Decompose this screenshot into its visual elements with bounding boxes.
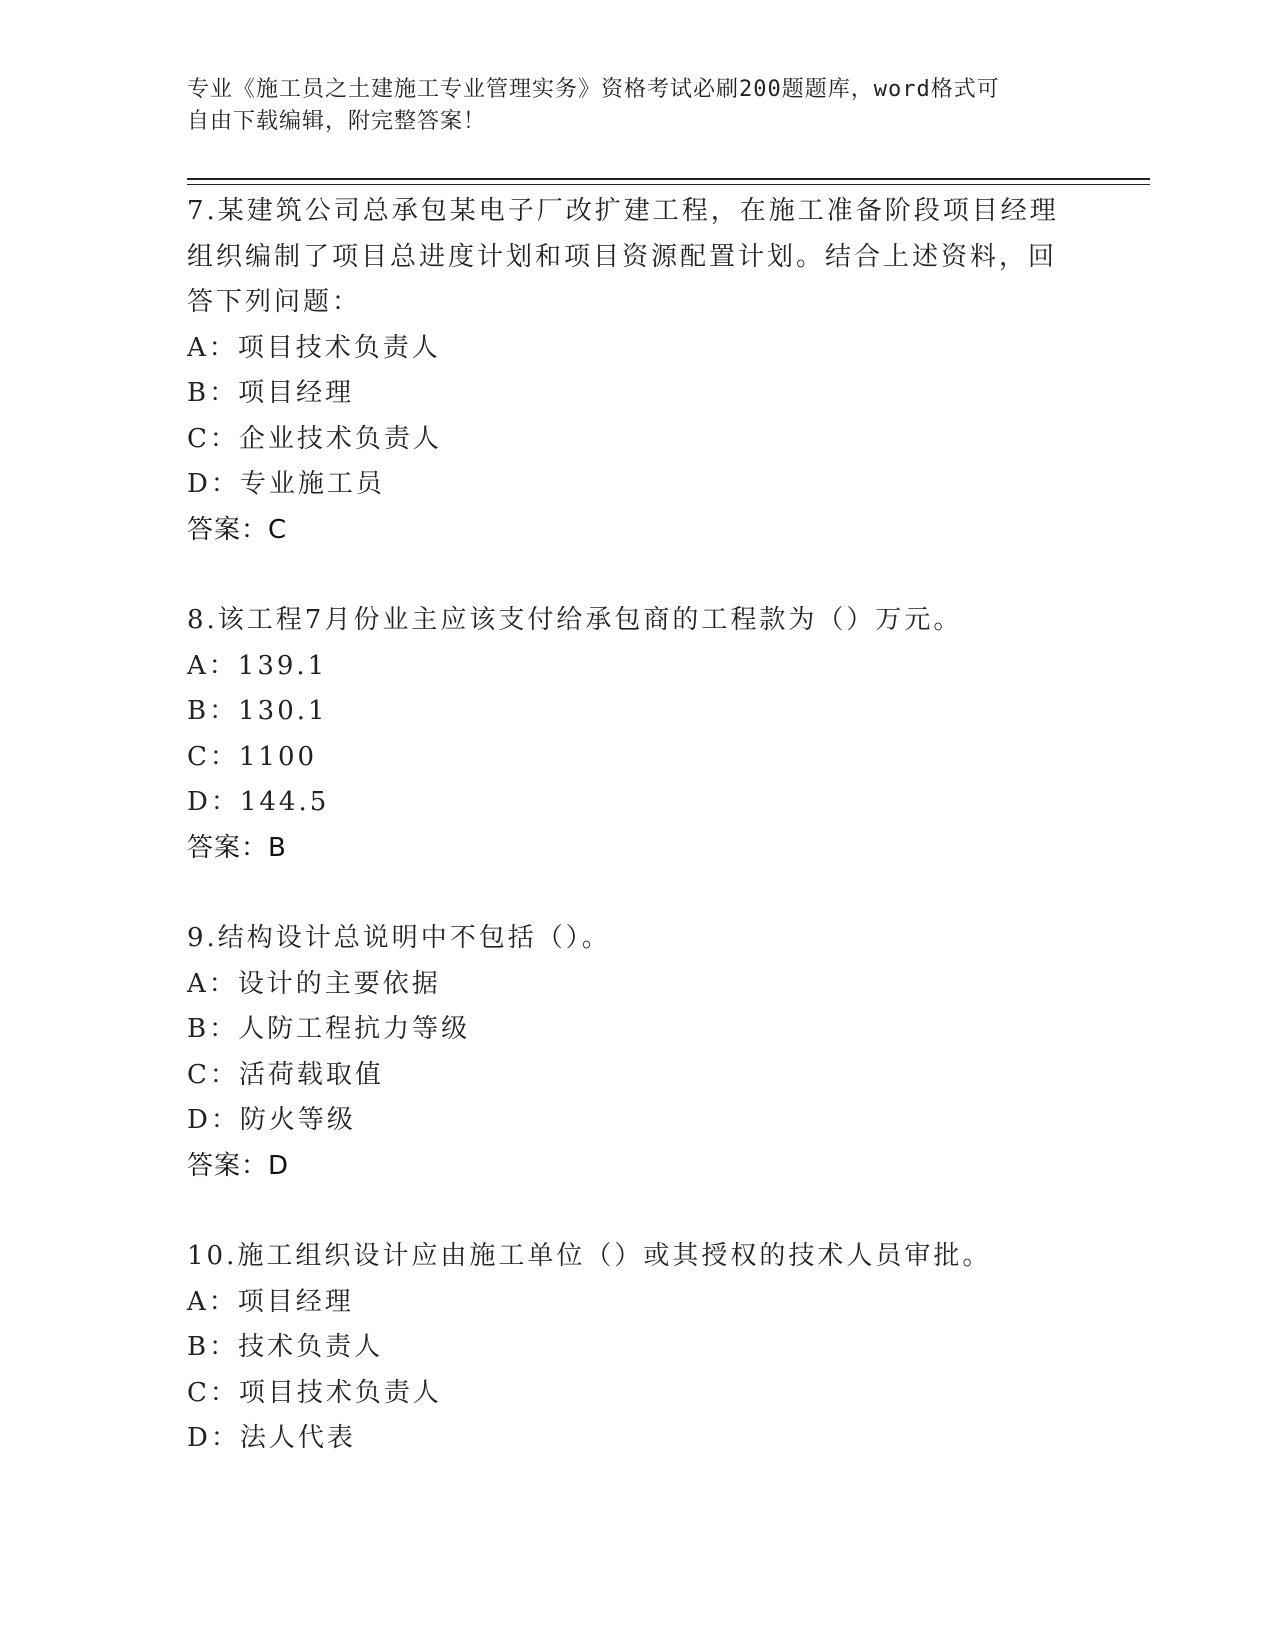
question-10	[187, 1234, 1087, 1462]
question-7	[187, 189, 1087, 553]
option-a: A：项目经理	[187, 1286, 354, 1317]
question-9	[187, 916, 1087, 1189]
option-b: B：人防工程抗力等级	[187, 1014, 471, 1044]
answer-text: 答案：C	[187, 514, 288, 545]
question-stem: 组织编制了项目总进度计划和项目资源配置计划。结合上述资料，回	[187, 241, 1058, 272]
header-divider-thick	[187, 178, 1150, 180]
option-a: A：139.1	[187, 650, 328, 681]
question-list	[187, 189, 1087, 1462]
answer-text: 答案：B	[187, 832, 287, 863]
question-stem: 8.该工程7月份业主应该支付给承包商的工程款为（）万元。	[187, 605, 963, 635]
question-stem: 9.结构设计总说明中不包括（）。	[187, 923, 611, 953]
option-a: A：项目技术负责人	[187, 332, 441, 363]
option-d: D：法人代表	[187, 1423, 356, 1453]
spacer	[187, 553, 1087, 598]
option-d: D：防火等级	[187, 1105, 356, 1135]
option-d: D：144.5	[187, 787, 330, 817]
option-b: B：技术负责人	[187, 1332, 384, 1362]
question-stem: 10.施工组织设计应由施工单位（）或其授权的技术人员审批。	[187, 1241, 992, 1271]
question-stem: 答下列问题：	[187, 287, 362, 317]
option-c: C：项目技术负责人	[187, 1377, 442, 1408]
option-c: C：企业技术负责人	[187, 423, 442, 454]
option-b: B：项目经理	[187, 378, 355, 408]
document-header	[187, 74, 1087, 138]
spacer	[187, 1189, 1087, 1234]
question-stem: 7.某建筑公司总承包某电子厂改扩建工程，在施工准备阶段项目经理	[187, 196, 1059, 226]
option-d: D：专业施工员	[187, 469, 385, 499]
header-divider-thin	[187, 184, 1150, 185]
header-line-2: 自由下载编辑，附完整答案！	[187, 109, 487, 134]
spacer	[187, 871, 1087, 916]
header-line-1: 专业《施工员之土建施工专业管理实务》资格考试必刷200题题库，word格式可	[187, 77, 1000, 102]
question-8	[187, 598, 1087, 871]
option-c: C：活荷载取值	[187, 1059, 384, 1090]
option-b: B：130.1	[187, 696, 328, 726]
answer-text: 答案：D	[187, 1150, 290, 1181]
option-a: A：设计的主要依据	[187, 968, 441, 999]
option-c: C：1100	[187, 741, 318, 772]
